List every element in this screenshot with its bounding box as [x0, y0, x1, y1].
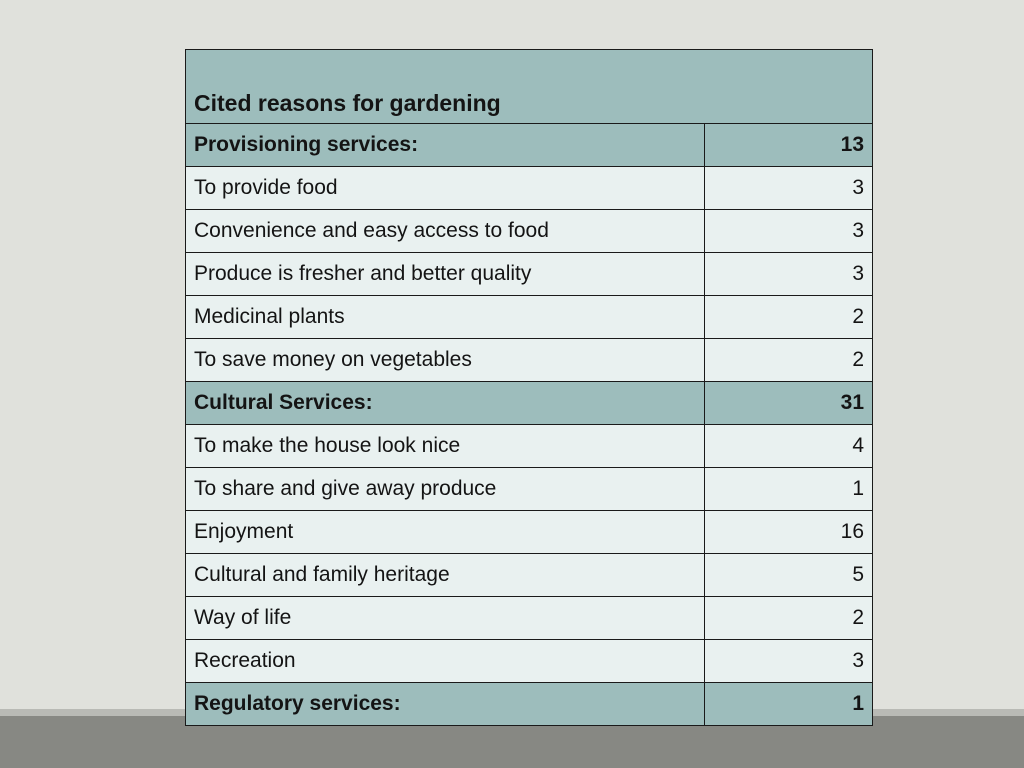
reasons-table	[185, 49, 873, 726]
reason-label: Recreation	[186, 640, 705, 683]
table-row	[186, 339, 873, 382]
table-row	[186, 167, 873, 210]
reason-label: To save money on vegetables	[186, 339, 705, 382]
table-row	[186, 425, 873, 468]
table-row	[186, 253, 873, 296]
table-row	[186, 210, 873, 253]
table-row	[186, 554, 873, 597]
reason-label: Cultural and family heritage	[186, 554, 705, 597]
reason-count: 2	[705, 339, 873, 382]
table-title: Cited reasons for gardening	[186, 50, 873, 124]
table-row	[186, 597, 873, 640]
reason-label: Produce is fresher and better quality	[186, 253, 705, 296]
category-label: Cultural Services:	[186, 382, 705, 425]
reason-label: Enjoyment	[186, 511, 705, 554]
table-title-row	[186, 50, 873, 124]
reason-count: 3	[705, 640, 873, 683]
reason-label: Convenience and easy access to food	[186, 210, 705, 253]
reason-label: To share and give away produce	[186, 468, 705, 511]
reason-count: 4	[705, 425, 873, 468]
reason-count: 2	[705, 597, 873, 640]
category-count: 13	[705, 124, 873, 167]
reason-count: 5	[705, 554, 873, 597]
table-row	[186, 640, 873, 683]
reason-label: To provide food	[186, 167, 705, 210]
table-row	[186, 511, 873, 554]
reason-count: 2	[705, 296, 873, 339]
reason-count: 1	[705, 468, 873, 511]
reason-count: 3	[705, 210, 873, 253]
category-label: Regulatory services:	[186, 683, 705, 726]
table-row	[186, 296, 873, 339]
reason-label: Way of life	[186, 597, 705, 640]
reason-count: 3	[705, 253, 873, 296]
category-row	[186, 382, 873, 425]
category-label: Provisioning services:	[186, 124, 705, 167]
reason-label: Medicinal plants	[186, 296, 705, 339]
category-count: 31	[705, 382, 873, 425]
table-row	[186, 468, 873, 511]
category-row	[186, 124, 873, 167]
category-row	[186, 683, 873, 726]
reason-count: 16	[705, 511, 873, 554]
reasons-table-body	[186, 50, 873, 726]
reason-label: To make the house look nice	[186, 425, 705, 468]
category-count: 1	[705, 683, 873, 726]
reason-count: 3	[705, 167, 873, 210]
